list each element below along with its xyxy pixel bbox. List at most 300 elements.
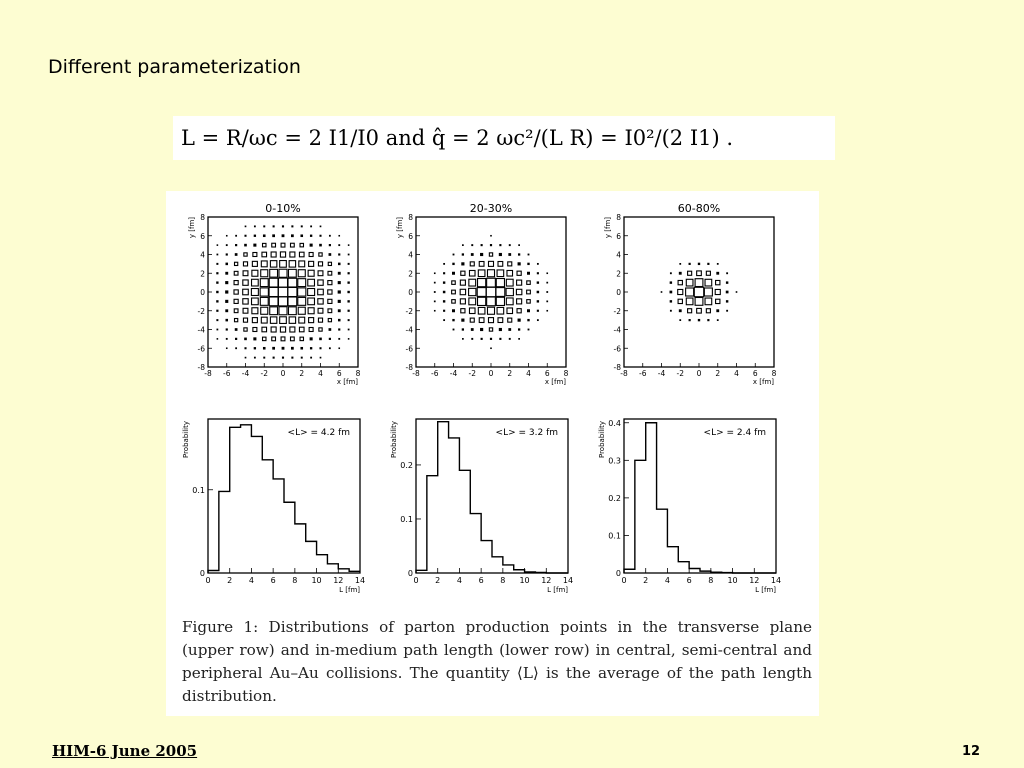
y-tick-label: -6 [197,344,205,354]
density-cell [269,278,278,287]
density-cell [469,308,475,314]
density-cell [338,244,340,246]
y-tick-label: 6 [200,231,205,241]
density-cell [478,307,485,314]
density-cell [254,225,256,227]
density-cell [469,270,475,276]
density-cell [661,291,663,293]
y-tick-label: -4 [613,325,621,335]
density-cell [527,300,531,304]
density-cell [243,271,248,276]
x-axis-label: L [fm] [339,586,360,594]
density-cell [717,263,719,265]
density-cell [338,309,341,312]
density-cell [716,309,719,312]
x-tick-label: 0 [696,369,702,378]
density-cell [319,338,322,341]
density-cell [243,280,248,285]
density-cell [299,317,305,323]
density-cell [216,263,218,265]
x-tick-label: 8 [771,369,777,378]
density-cell [670,310,672,312]
y-axis-label: y [fm] [604,217,612,239]
x-axis-label: L [fm] [547,586,568,594]
x-tick-label: 4 [526,369,531,378]
x-tick-label: 6 [544,369,550,378]
density-cell [736,291,738,293]
plot-frame [416,217,566,367]
density-cell [443,263,445,265]
density-cell [216,291,218,293]
density-cell [272,337,276,341]
density-cell [217,338,219,340]
density-cell [679,319,681,321]
x-tick-label: 6 [478,576,484,585]
density-cell [434,282,436,284]
density-cell [298,279,306,287]
density-cell [298,307,305,314]
density-cell [328,271,332,275]
density-cell [261,307,268,314]
density-cell [318,271,323,276]
density-cell [270,269,278,277]
density-cell [216,329,218,331]
density-cell [308,289,315,296]
density-cell [434,301,436,303]
density-cell [679,263,681,265]
y-tick-label: -8 [405,363,413,372]
density-cell [252,279,259,286]
density-cell [225,300,228,303]
density-cell [697,271,702,276]
density-cell [480,328,483,331]
x-tick-label: 2 [227,576,233,585]
density-cell [225,319,228,322]
density-cell [280,261,287,268]
x-tick-label: 0 [280,369,286,378]
density-cell [226,347,228,349]
y-tick-label: 2 [200,269,205,279]
y-axis-label: Probability [598,421,606,459]
density-cell [235,262,238,265]
density-cell [329,347,331,349]
x-axis-label: x [fm] [336,378,358,386]
x-tick-label: -8 [620,369,628,378]
density-cell [273,225,275,227]
density-cell [263,234,266,237]
density-cell [518,328,520,330]
density-cell [443,291,445,293]
density-cell [288,269,296,277]
density-cell [269,297,278,306]
y-tick-label: 0 [200,288,205,297]
x-tick-label: -8 [204,369,212,378]
density-cell [471,244,473,246]
density-cell [252,261,257,266]
density-cell [517,299,522,304]
slide-title: Different parameterization [48,56,301,78]
density-cell [235,319,238,322]
density-cell [234,299,238,303]
density-cell [518,338,520,340]
density-cell [263,225,265,227]
density-cell [481,338,483,340]
density-cell [509,244,511,246]
x-tick-label: -6 [431,369,439,378]
y-tick-label: -8 [197,363,205,372]
density-cell [716,280,720,284]
density-cell [261,261,267,267]
x-tick-label: 0 [488,369,494,378]
panel-title: 60-80% [677,202,721,215]
density-cell [262,252,267,257]
density-cell [527,290,531,294]
y-tick-label: 8 [616,213,621,222]
density-cell [308,270,314,276]
density-cell [290,327,295,332]
density-cell [280,327,285,332]
density-cell [508,253,511,256]
x-tick-label: 8 [355,369,361,378]
density-cell [252,270,258,276]
x-tick-label: 10 [727,576,738,585]
x-tick-label: 0 [205,576,211,585]
density-cell [452,281,456,285]
density-cell [328,290,332,294]
density-cell [235,253,238,256]
density-cell [461,309,465,313]
density-cell [670,272,672,274]
density-cell [506,298,513,305]
density-cell [338,328,340,330]
density-cell [686,288,694,296]
density-cell [288,287,297,296]
x-tick-label: 6 [686,576,692,585]
y-tick-label: 0.2 [608,493,621,503]
density-cell [517,271,521,275]
density-cell [281,337,285,341]
density-cell [261,317,267,323]
density-cell [462,253,464,255]
density-cell [338,281,341,284]
y-tick-label: -2 [405,306,413,316]
density-cell [678,299,682,303]
density-cell [496,288,505,297]
density-cell [537,300,539,302]
density-cell [282,234,285,237]
density-cell [282,347,285,350]
y-tick-label: 0.3 [608,456,621,466]
density-cell [243,262,247,266]
density-cell [270,307,278,315]
density-cell [216,310,218,312]
y-tick-label: -6 [613,344,621,354]
y-tick-label: -4 [197,325,205,335]
density-cell [310,347,312,349]
density-cell [469,279,476,286]
density-cell [726,291,729,294]
density-cell [291,225,293,227]
density-cell [705,279,712,286]
density-cell [496,279,504,287]
x-tick-label: 14 [562,576,574,585]
density-cell [537,319,539,321]
density-cell [329,235,331,237]
density-cell [471,328,474,331]
density-cell [270,317,276,323]
x-tick-label: 12 [333,576,344,585]
y-tick-label: 0 [408,288,413,297]
density-cell [479,318,484,323]
density-cell [517,309,521,313]
density-cell [328,262,331,265]
formula-text: L = R/ωc = 2 I1/I0 and q̂ = 2 ωc²/(L R) = I0²/(2 I1) . [181,126,734,150]
y-tick-label: 4 [408,250,413,260]
density-cell [329,244,331,246]
density-cell [348,310,350,312]
density-cell [488,261,493,266]
density-cell [688,271,692,275]
density-cell [537,281,539,283]
density-cell [272,243,276,247]
density-cell [499,244,501,246]
x-tick-label: 2 [435,576,441,585]
density-cell [507,308,513,314]
density-cell [338,263,341,266]
density-cell [235,328,238,331]
density-cell [216,272,218,274]
density-cell [518,244,520,246]
density-cell [269,287,278,296]
y-tick-label: 4 [200,250,205,260]
density-cell [226,244,228,246]
x-tick-label: 2 [299,369,305,378]
density-cell [443,272,445,274]
density-cell [226,253,228,255]
density-cell [299,252,304,257]
x-tick-label: 8 [708,576,714,585]
density-cell [244,347,246,349]
density-cell [328,299,332,303]
density-cell [517,280,522,285]
density-cell [716,272,719,275]
density-cell [319,347,321,349]
density-cell [489,253,492,256]
density-cell [226,328,228,330]
density-cell [527,281,531,285]
density-cell [244,253,247,256]
y-axis-label: y [fm] [188,217,196,239]
density-cell [298,288,306,296]
density-cell [686,298,693,305]
density-cell [347,281,349,283]
density-cell [300,347,303,350]
density-cell [254,357,256,359]
density-cell [518,253,520,255]
density-cell [462,338,464,340]
x-tick-label: 12 [541,576,552,585]
density-cell [288,278,297,287]
density-cell [328,281,332,285]
density-cell [319,253,322,256]
density-cell [726,272,728,274]
density-cell [497,307,504,314]
density-cell [298,297,306,305]
density-cell [347,300,349,302]
density-cell [308,298,315,305]
mean-annotation: <L> = 4.2 fm [287,428,350,438]
density-cell [486,287,495,296]
density-cell [338,300,341,303]
density-cell [291,347,294,350]
mean-annotation: <L> = 3.2 fm [495,428,558,438]
density-cell [225,290,228,293]
density-cell [216,319,218,321]
density-cell [469,298,476,305]
density-cell [487,297,496,306]
density-cell [263,243,266,246]
density-cell [509,338,511,340]
density-cell [329,338,331,340]
density-cell [527,272,530,275]
density-cell [478,279,486,287]
density-cell [338,290,341,293]
density-cell [695,279,703,287]
density-cell [694,287,703,296]
density-cell [289,261,295,267]
density-cell [698,263,700,265]
density-cell [489,328,492,331]
density-cell [487,270,494,277]
y-tick-label: 6 [616,231,621,241]
density-cell [490,244,492,246]
density-cell [263,357,265,359]
density-cell [299,327,304,332]
y-axis-label: Probability [182,421,190,459]
y-tick-label: 0.1 [608,531,621,541]
y-tick-label: -2 [197,306,205,316]
density-cell [678,289,683,294]
x-tick-label: 2 [507,369,513,378]
density-cell [507,270,513,276]
y-tick-label: 0.1 [400,514,413,524]
density-cell [309,318,314,323]
histogram-line [624,423,776,573]
density-cell [328,309,332,313]
density-cell [263,347,266,350]
density-cell [244,235,246,237]
formula [173,116,835,160]
density-cell [243,289,249,295]
density-cell [688,309,692,313]
density-cell [234,271,238,275]
density-cell [279,269,287,277]
density-cell [319,244,322,247]
density-cell [707,319,709,321]
density-cell [490,338,492,340]
density-cell [478,270,485,277]
density-cell [338,272,341,275]
density-cell [217,244,219,246]
x-tick-label: 8 [563,369,569,378]
density-cell [328,319,331,322]
density-cell [253,328,257,332]
x-tick-label: 2 [643,576,649,585]
density-cell [434,310,436,312]
density-cell [461,271,465,275]
density-cell [291,357,293,359]
density-cell [479,262,484,267]
density-cell [452,290,456,294]
density-cell [300,243,303,246]
y-tick-label: 8 [200,213,205,222]
density-cell [518,262,521,265]
density-cell [245,226,247,228]
density-cell [348,244,350,246]
density-cell [251,289,258,296]
density-cell [707,263,709,265]
density-cell [546,291,548,293]
density-cell [272,234,275,237]
y-tick-label: 2 [408,269,413,279]
density-cell [278,278,287,287]
density-cell [216,300,218,302]
figure [166,191,819,716]
density-cell [225,281,228,284]
plot-frame [624,419,776,573]
density-cell [270,261,276,267]
density-cell [329,253,332,256]
y-tick-label: 0 [199,569,205,578]
x-tick-label: -4 [449,369,458,378]
density-cell [309,328,313,332]
density-cell [478,297,486,305]
density-cell [518,319,521,322]
density-cell [537,291,539,293]
histogram-line [416,422,568,573]
x-axis-label: x [fm] [752,378,774,386]
density-cell [488,318,493,323]
density-cell [471,338,473,340]
density-cell [254,347,256,349]
page-number: 12 [962,744,981,759]
density-cell [498,318,503,323]
y-tick-label: -6 [405,344,413,354]
density-cell [254,235,256,237]
y-axis-label: Probability [390,421,398,459]
density-cell [243,308,248,313]
density-cell [243,299,248,304]
y-tick-label: 0 [616,288,621,297]
density-cell [348,263,350,265]
x-tick-label: 10 [311,576,322,585]
density-cell [234,290,238,294]
density-cell [278,287,287,296]
density-cell [670,300,672,302]
density-cell [546,282,548,284]
density-cell [462,244,464,246]
density-cell [235,338,237,340]
density-cell [487,278,496,287]
density-cell [498,262,503,267]
x-tick-label: 10 [519,576,530,585]
density-cell [310,244,313,247]
density-cell [506,288,513,295]
x-tick-label: -2 [676,369,684,378]
density-cell [462,328,464,330]
density-cell [234,281,238,285]
density-cell [477,288,486,297]
